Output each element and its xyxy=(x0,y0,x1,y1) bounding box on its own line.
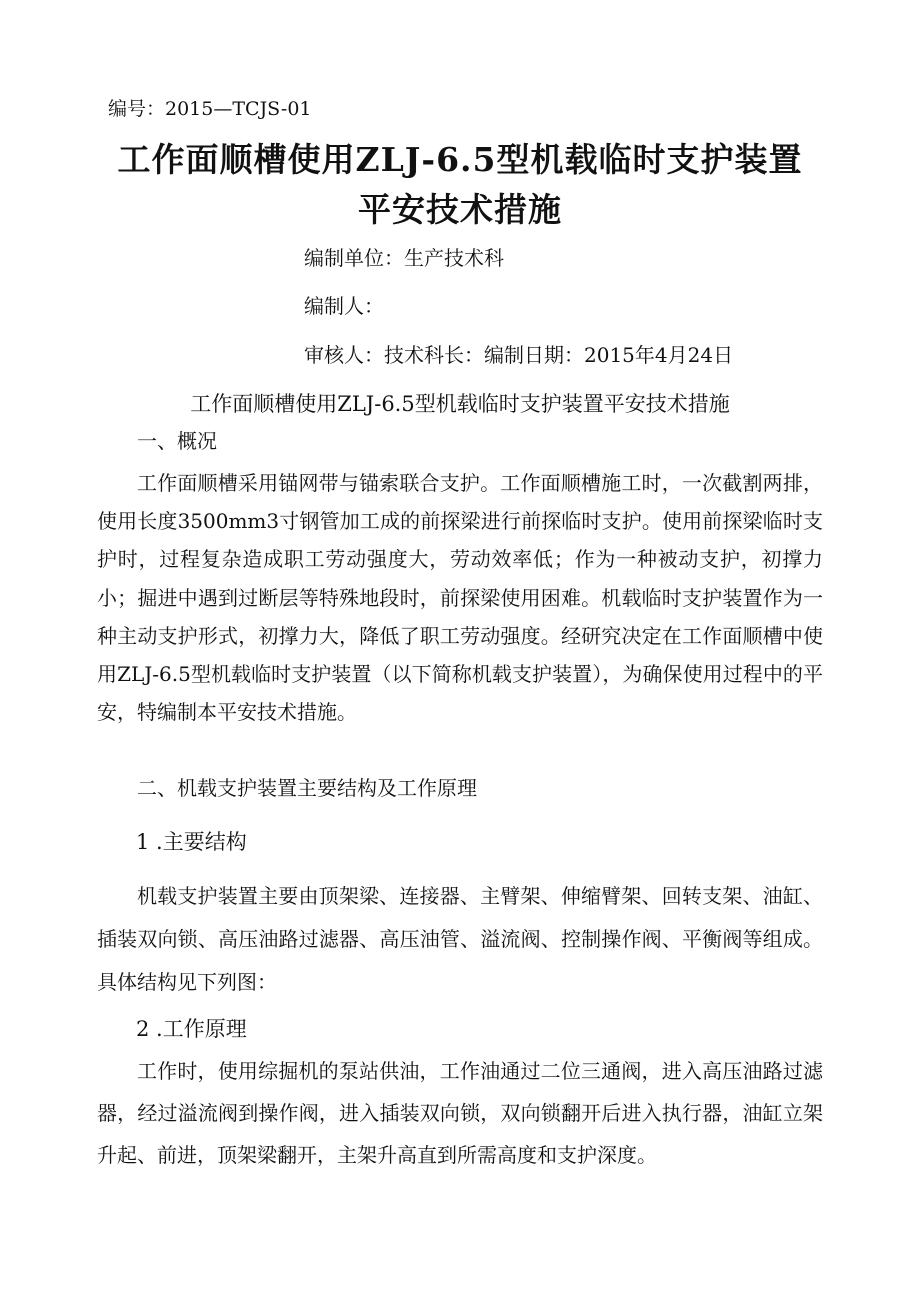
subsection-heading-main-structure: 1 .主要结构 xyxy=(136,830,247,854)
reviewer-and-date: 审核人：技术科长：编制日期：2015年4月24日 xyxy=(304,343,734,367)
main-structure-paragraph: 机载支护装置主要由顶架梁、连接器、主臂架、伸缩臂架、回转支架、油缸、插装双向锁、高压油路过滤器、高压油管、溢流阀、控制操作阀、平衡阀等组成。具体结构见下列图： xyxy=(97,884,823,994)
document-subtitle: 工作面顺槽使用ZLJ-6.5型机载临时支护装置平安技术措施 xyxy=(190,392,730,416)
principle-paragraph: 工作时，使用综掘机的泵站供油，工作油通过二位三通阀，进入高压油路过滤器，经过溢流阀到操作阀，进入插装双向锁，双向锁翻开后进入执行器，油缸立架升起、前进，顶架梁翻开，主架升高直到所需高度和支护深度。 xyxy=(97,1059,823,1167)
section-heading-structure: 二、机载支护装置主要结构及工作原理 xyxy=(137,776,477,800)
compiler: 编制人： xyxy=(304,294,384,318)
document-number: 编号：2015—TCJS-01 xyxy=(108,98,312,120)
subsection-heading-principle: 2 .工作原理 xyxy=(136,1017,247,1041)
compiling-unit: 编制单位：生产技术科 xyxy=(304,246,504,270)
section-heading-overview: 一、概况 xyxy=(137,429,217,453)
document-title-line2: 平安技术措施 xyxy=(358,190,562,229)
document-title-line1: 工作面顺槽使用ZLJ-6.5型机载临时支护装置 xyxy=(117,140,803,179)
overview-paragraph: 工作面顺槽采用锚网带与锚索联合支护。工作面顺槽施工时，一次截割两排，使用长度3500mm3寸钢管加工成的前探梁进行前探临时支护。使用前探梁临时支护时，过程复杂造成职工劳动强度大，劳动效率低；作为一种被动支护，初撑力小；掘进中遇到过断层等特殊地段时，前探梁使用困难。机载临时支护装置作为一种主动支护形式，初撑力大，降低了职工劳动强度。经研究决定在工作面顺槽中使用ZLJ-6.5型机载临时支护装置（以下简称机载支护装置），为确保使用过程中的平安，特编制本平安技术措施。 xyxy=(97,471,823,725)
